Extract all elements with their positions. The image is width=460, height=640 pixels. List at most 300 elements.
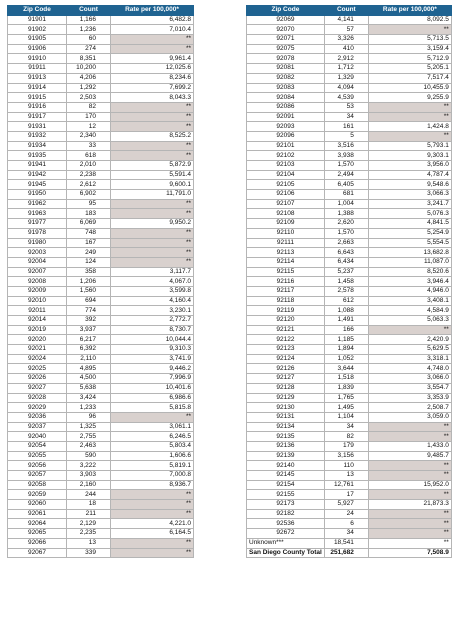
zip-code-cell: 92104 xyxy=(247,170,325,180)
rate-cell: ** xyxy=(368,102,451,112)
count-cell: 3,156 xyxy=(324,451,368,461)
zip-code-cell: 92058 xyxy=(8,480,67,490)
rate-cell: 10,455.9 xyxy=(368,83,451,93)
table-row xyxy=(8,161,194,171)
zip-code-cell: 92145 xyxy=(247,471,325,481)
zip-code-cell: 92004 xyxy=(8,257,67,267)
count-cell: 1,495 xyxy=(324,403,368,413)
count-cell: 4,895 xyxy=(67,364,111,374)
zip-code-cell: 92154 xyxy=(247,480,325,490)
count-cell: 13 xyxy=(67,538,111,548)
zip-code-cell: 92040 xyxy=(8,432,67,442)
table-row xyxy=(247,519,452,529)
zip-code-cell: 91932 xyxy=(8,131,67,141)
rate-cell: 5,076.3 xyxy=(368,209,451,219)
rate-cell: ** xyxy=(368,461,451,471)
rate-cell: 3,408.1 xyxy=(368,296,451,306)
table-row xyxy=(8,354,194,364)
header-row xyxy=(8,6,194,16)
zip-code-cell: 92084 xyxy=(247,93,325,103)
table-row xyxy=(8,257,194,267)
table-row xyxy=(247,374,452,384)
zip-code-cell: 92021 xyxy=(8,345,67,355)
unknown-label: Unknown*** xyxy=(247,538,325,548)
count-cell: 6,643 xyxy=(324,248,368,258)
count-cell: 4,539 xyxy=(324,93,368,103)
table-row xyxy=(8,102,194,112)
rate-cell: 4,946.0 xyxy=(368,286,451,296)
rate-cell: 11,791.0 xyxy=(111,190,194,200)
count-cell: 2,340 xyxy=(67,131,111,141)
table-row xyxy=(247,54,452,64)
count-cell: 1,236 xyxy=(67,25,111,35)
table-row xyxy=(247,180,452,190)
zip-code-cell: 92110 xyxy=(247,228,325,238)
zip-code-cell: 91901 xyxy=(8,15,67,25)
count-cell: 2,755 xyxy=(67,432,111,442)
zip-code-cell: 92173 xyxy=(247,500,325,510)
rate-cell: 8,520.6 xyxy=(368,267,451,277)
count-cell: 3,903 xyxy=(67,471,111,481)
count-cell: 2,620 xyxy=(324,219,368,229)
count-cell: 166 xyxy=(324,325,368,335)
table-row xyxy=(8,306,194,316)
table-row xyxy=(247,257,452,267)
zip-code-cell: 92135 xyxy=(247,432,325,442)
rate-cell: 7,010.4 xyxy=(111,25,194,35)
header-count: Count xyxy=(324,6,368,16)
table-row xyxy=(247,441,452,451)
table-row xyxy=(8,500,194,510)
zip-code-cell: 92131 xyxy=(247,412,325,422)
rate-cell: 5,872.9 xyxy=(111,161,194,171)
table-row xyxy=(8,25,194,35)
zip-code-cell: 92070 xyxy=(247,25,325,35)
count-cell: 358 xyxy=(67,267,111,277)
count-cell: 1,570 xyxy=(324,161,368,171)
zip-code-cell: 91945 xyxy=(8,180,67,190)
count-cell: 339 xyxy=(67,548,111,558)
count-cell: 82 xyxy=(67,102,111,112)
table-row xyxy=(247,64,452,74)
rate-cell: 3,117.7 xyxy=(111,267,194,277)
zip-code-cell: 92136 xyxy=(247,441,325,451)
table-row xyxy=(247,364,452,374)
table-row xyxy=(8,335,194,345)
rate-cell: ** xyxy=(368,325,451,335)
count-cell: 1,004 xyxy=(324,199,368,209)
count-cell: 18 xyxy=(67,500,111,510)
count-cell: 167 xyxy=(67,238,111,248)
table-row xyxy=(247,500,452,510)
zip-code-cell: 92091 xyxy=(247,112,325,122)
zip-code-cell: 92060 xyxy=(8,500,67,510)
zip-code-cell: 91963 xyxy=(8,209,67,219)
rate-cell: 11,087.0 xyxy=(368,257,451,267)
count-cell: 244 xyxy=(67,490,111,500)
rate-cell: ** xyxy=(111,44,194,54)
count-cell: 1,233 xyxy=(67,403,111,413)
table-row xyxy=(8,471,194,481)
table-row xyxy=(8,141,194,151)
table-row xyxy=(247,432,452,442)
zip-code-cell: 92028 xyxy=(8,393,67,403)
zip-code-cell: 92102 xyxy=(247,151,325,161)
count-cell: 1,388 xyxy=(324,209,368,219)
count-cell: 1,839 xyxy=(324,383,368,393)
zip-code-cell: 92037 xyxy=(8,422,67,432)
table-row xyxy=(247,296,452,306)
rate-cell: 9,255.9 xyxy=(368,93,451,103)
rate-cell: 1,433.0 xyxy=(368,441,451,451)
zip-code-cell: 92672 xyxy=(247,529,325,539)
header-zip-code: Zip Code xyxy=(247,6,325,16)
table-row xyxy=(247,316,452,326)
table-row xyxy=(8,199,194,209)
rate-cell: 9,446.2 xyxy=(111,364,194,374)
count-cell: 179 xyxy=(324,441,368,451)
count-cell: 34 xyxy=(324,422,368,432)
zip-code-cell: 92007 xyxy=(8,267,67,277)
table-row xyxy=(247,325,452,335)
rate-cell: 3,059.0 xyxy=(368,412,451,422)
zip-code-cell: 91980 xyxy=(8,238,67,248)
rate-cell: ** xyxy=(111,199,194,209)
rate-cell: ** xyxy=(111,102,194,112)
rate-cell: ** xyxy=(111,122,194,132)
count-cell: 618 xyxy=(67,151,111,161)
count-cell: 748 xyxy=(67,228,111,238)
table-row xyxy=(8,374,194,384)
zip-code-cell: 92119 xyxy=(247,306,325,316)
rate-cell: 3,066.3 xyxy=(368,190,451,200)
zip-code-cell: 92101 xyxy=(247,141,325,151)
zip-code-cell: 92134 xyxy=(247,422,325,432)
count-cell: 2,503 xyxy=(67,93,111,103)
rate-cell: ** xyxy=(111,35,194,45)
header-row xyxy=(247,6,452,16)
rate-cell: 5,793.1 xyxy=(368,141,451,151)
zip-code-cell: 92019 xyxy=(8,325,67,335)
rate-cell: 3,353.9 xyxy=(368,393,451,403)
zip-code-cell: 92118 xyxy=(247,296,325,306)
rate-cell: 8,043.3 xyxy=(111,93,194,103)
count-cell: 6 xyxy=(324,519,368,529)
count-cell: 274 xyxy=(67,44,111,54)
count-cell: 17 xyxy=(324,490,368,500)
rate-cell: 9,600.1 xyxy=(111,180,194,190)
rate-cell: 8,936.7 xyxy=(111,480,194,490)
table-row xyxy=(247,102,452,112)
zip-code-cell: 91935 xyxy=(8,151,67,161)
zip-code-cell: 92027 xyxy=(8,383,67,393)
count-cell: 1,206 xyxy=(67,277,111,287)
table-row xyxy=(247,199,452,209)
count-cell: 1,765 xyxy=(324,393,368,403)
table-row xyxy=(8,209,194,219)
rate-cell: 9,548.6 xyxy=(368,180,451,190)
count-cell: 774 xyxy=(67,306,111,316)
count-cell: 1,518 xyxy=(324,374,368,384)
count-cell: 8,351 xyxy=(67,54,111,64)
table-row xyxy=(8,296,194,306)
table-row xyxy=(8,403,194,413)
rate-cell: 7,699.2 xyxy=(111,83,194,93)
count-cell: 57 xyxy=(324,25,368,35)
count-cell: 82 xyxy=(324,432,368,442)
table-row xyxy=(8,228,194,238)
zip-code-cell: 92116 xyxy=(247,277,325,287)
table-row xyxy=(247,306,452,316)
zip-code-cell: 92122 xyxy=(247,335,325,345)
left-zip-table xyxy=(7,5,194,558)
table-row xyxy=(8,15,194,25)
count-cell: 1,166 xyxy=(67,15,111,25)
count-cell: 4,094 xyxy=(324,83,368,93)
zip-code-cell: 92139 xyxy=(247,451,325,461)
zip-code-cell: 92026 xyxy=(8,374,67,384)
zip-code-cell: 92130 xyxy=(247,403,325,413)
zip-code-cell: 91916 xyxy=(8,102,67,112)
zip-code-cell: 92009 xyxy=(8,286,67,296)
count-cell: 53 xyxy=(324,102,368,112)
total-label: San Diego County Total xyxy=(247,548,325,558)
rate-cell: ** xyxy=(368,519,451,529)
table-row xyxy=(247,219,452,229)
rate-cell: ** xyxy=(111,151,194,161)
table-row xyxy=(8,432,194,442)
zip-code-cell: 92140 xyxy=(247,461,325,471)
table-row xyxy=(247,83,452,93)
count-cell: 3,516 xyxy=(324,141,368,151)
zip-code-cell: 92105 xyxy=(247,180,325,190)
rate-cell: 3,946.4 xyxy=(368,277,451,287)
count-cell: 10,200 xyxy=(67,64,111,74)
table-row xyxy=(247,403,452,413)
right-zip-table xyxy=(246,5,452,558)
count-cell: 6,392 xyxy=(67,345,111,355)
zip-code-cell: 91911 xyxy=(8,64,67,74)
zip-code-cell: 92061 xyxy=(8,509,67,519)
zip-code-cell: 92036 xyxy=(8,412,67,422)
count-cell: 2,578 xyxy=(324,286,368,296)
count-cell: 34 xyxy=(324,529,368,539)
table-row xyxy=(8,93,194,103)
rate-cell: ** xyxy=(111,228,194,238)
table-row xyxy=(247,170,452,180)
table-row xyxy=(8,548,194,558)
table-row xyxy=(247,25,452,35)
zip-code-cell: 92064 xyxy=(8,519,67,529)
zip-code-cell: 92182 xyxy=(247,509,325,519)
rate-cell: 3,241.7 xyxy=(368,199,451,209)
table-row xyxy=(8,122,194,132)
table-row xyxy=(247,73,452,83)
table-row xyxy=(8,180,194,190)
count-cell: 2,010 xyxy=(67,161,111,171)
count-cell: 4,206 xyxy=(67,73,111,83)
count-cell: 4,141 xyxy=(324,15,368,25)
zip-code-cell: 92128 xyxy=(247,383,325,393)
count-cell: 2,494 xyxy=(324,170,368,180)
table-row xyxy=(8,480,194,490)
table-row xyxy=(247,383,452,393)
zip-code-cell: 92078 xyxy=(247,54,325,64)
zip-code-cell: 91941 xyxy=(8,161,67,171)
rate-cell: ** xyxy=(368,490,451,500)
zip-code-cell: 92126 xyxy=(247,364,325,374)
table-row xyxy=(247,335,452,345)
zip-code-cell: 92127 xyxy=(247,374,325,384)
zip-code-cell: 92057 xyxy=(8,471,67,481)
zip-code-cell: 92003 xyxy=(8,248,67,258)
zip-code-cell: 92055 xyxy=(8,451,67,461)
count-cell: 4,500 xyxy=(67,374,111,384)
zip-code-cell: 92075 xyxy=(247,44,325,54)
rate-cell: 6,986.6 xyxy=(111,393,194,403)
zip-code-cell: 92066 xyxy=(8,538,67,548)
zip-code-cell: 92129 xyxy=(247,393,325,403)
unknown-count: 18,541 xyxy=(324,538,368,548)
rate-cell: 3,956.0 xyxy=(368,161,451,171)
count-cell: 2,463 xyxy=(67,441,111,451)
zip-code-cell: 92069 xyxy=(247,15,325,25)
count-cell: 3,644 xyxy=(324,364,368,374)
count-cell: 3,937 xyxy=(67,325,111,335)
rate-cell: ** xyxy=(111,490,194,500)
rate-cell: 5,554.5 xyxy=(368,238,451,248)
count-cell: 183 xyxy=(67,209,111,219)
rate-cell: 6,164.5 xyxy=(111,529,194,539)
table-row xyxy=(8,112,194,122)
rate-cell: 8,092.5 xyxy=(368,15,451,25)
table-row xyxy=(247,228,452,238)
rate-cell: 12,025.6 xyxy=(111,64,194,74)
table-row xyxy=(8,412,194,422)
zip-code-cell: 92056 xyxy=(8,461,67,471)
rate-cell: ** xyxy=(368,509,451,519)
rate-cell: 9,961.4 xyxy=(111,54,194,64)
count-cell: 1,325 xyxy=(67,422,111,432)
zip-code-cell: 92096 xyxy=(247,131,325,141)
rate-cell: ** xyxy=(368,112,451,122)
count-cell: 24 xyxy=(324,509,368,519)
rate-cell: 9,310.3 xyxy=(111,345,194,355)
rate-cell: 4,748.0 xyxy=(368,364,451,374)
table-row xyxy=(247,248,452,258)
zip-code-cell: 92024 xyxy=(8,354,67,364)
count-cell: 694 xyxy=(67,296,111,306)
zip-code-cell: 92123 xyxy=(247,345,325,355)
zip-code-cell: 92071 xyxy=(247,35,325,45)
count-cell: 1,894 xyxy=(324,345,368,355)
zip-code-cell: 92083 xyxy=(247,83,325,93)
count-cell: 1,104 xyxy=(324,412,368,422)
count-cell: 161 xyxy=(324,122,368,132)
rate-cell: 5,713.5 xyxy=(368,35,451,45)
count-cell: 95 xyxy=(67,199,111,209)
rate-cell: 5,629.5 xyxy=(368,345,451,355)
zip-code-cell: 92010 xyxy=(8,296,67,306)
table-row xyxy=(247,238,452,248)
count-cell: 1,570 xyxy=(324,228,368,238)
table-row xyxy=(247,209,452,219)
rate-cell: 9,303.1 xyxy=(368,151,451,161)
zip-code-cell: 92081 xyxy=(247,64,325,74)
zip-code-cell: 91931 xyxy=(8,122,67,132)
count-cell: 2,160 xyxy=(67,480,111,490)
count-cell: 2,912 xyxy=(324,54,368,64)
table-row xyxy=(247,93,452,103)
table-row xyxy=(247,267,452,277)
rate-cell: 5,205.1 xyxy=(368,64,451,74)
count-cell: 13 xyxy=(324,471,368,481)
left-table-body xyxy=(8,15,194,558)
count-cell: 2,663 xyxy=(324,238,368,248)
count-cell: 96 xyxy=(67,412,111,422)
table-row xyxy=(8,170,194,180)
rate-cell: 5,712.9 xyxy=(368,54,451,64)
rate-cell: 9,485.7 xyxy=(368,451,451,461)
rate-cell: 7,517.4 xyxy=(368,73,451,83)
header-zip-code: Zip Code xyxy=(8,6,67,16)
rate-cell: 9,950.2 xyxy=(111,219,194,229)
zip-code-cell: 91910 xyxy=(8,54,67,64)
zip-code-cell: 91902 xyxy=(8,25,67,35)
rate-cell: 5,803.4 xyxy=(111,441,194,451)
count-cell: 124 xyxy=(67,257,111,267)
table-row xyxy=(8,461,194,471)
county-total-row xyxy=(247,548,452,558)
zip-code-cell: 92014 xyxy=(8,316,67,326)
zip-code-cell: 92155 xyxy=(247,490,325,500)
count-cell: 1,052 xyxy=(324,354,368,364)
count-cell: 5,638 xyxy=(67,383,111,393)
zip-code-cell: 91962 xyxy=(8,199,67,209)
zip-code-cell: 91917 xyxy=(8,112,67,122)
zip-code-cell: 92108 xyxy=(247,209,325,219)
count-cell: 6,217 xyxy=(67,335,111,345)
rate-cell: 10,044.4 xyxy=(111,335,194,345)
rate-cell: 3,554.7 xyxy=(368,383,451,393)
zip-code-cell: 92086 xyxy=(247,102,325,112)
table-row xyxy=(8,519,194,529)
rate-cell: ** xyxy=(111,538,194,548)
table-row xyxy=(8,325,194,335)
rate-cell: ** xyxy=(111,412,194,422)
count-cell: 1,185 xyxy=(324,335,368,345)
rate-cell: ** xyxy=(111,509,194,519)
zip-code-cell: 92113 xyxy=(247,248,325,258)
table-row xyxy=(8,131,194,141)
count-cell: 1,491 xyxy=(324,316,368,326)
count-cell: 12 xyxy=(67,122,111,132)
table-row xyxy=(8,151,194,161)
rate-cell: 3,066.0 xyxy=(368,374,451,384)
zip-code-cell: 91914 xyxy=(8,83,67,93)
table-row xyxy=(247,393,452,403)
count-cell: 1,088 xyxy=(324,306,368,316)
rate-cell: ** xyxy=(111,209,194,219)
zip-code-cell: 92106 xyxy=(247,190,325,200)
count-cell: 612 xyxy=(324,296,368,306)
rate-cell: ** xyxy=(111,500,194,510)
table-row xyxy=(247,44,452,54)
rate-cell: ** xyxy=(111,238,194,248)
table-row xyxy=(8,44,194,54)
rate-cell: 8,730.7 xyxy=(111,325,194,335)
zip-code-cell: 92120 xyxy=(247,316,325,326)
